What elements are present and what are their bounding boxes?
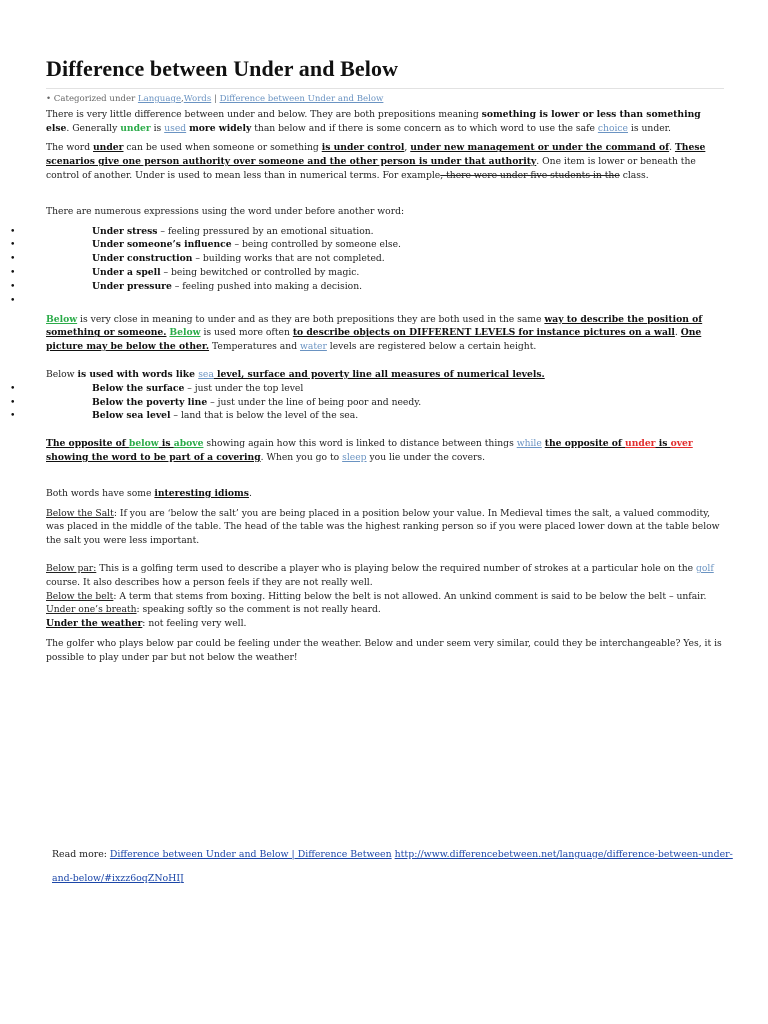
category-link-language[interactable]: Language (137, 94, 182, 104)
bold-underline: way to describe the position of something or someone. (46, 313, 703, 339)
bold-underline: under (93, 142, 124, 154)
text: you lie under the covers. (366, 452, 486, 464)
list-desc: – just under the top level (184, 382, 304, 394)
list-desc: – land that is below the level of the sea. (170, 410, 359, 422)
text: There is very little difference between under and below. They are both prepositions meaning (46, 108, 482, 120)
text: is used more often (200, 327, 293, 339)
list-item (46, 409, 724, 423)
idiom-under-the-weather (46, 617, 724, 631)
below-paragraph (46, 313, 724, 354)
link-choice[interactable]: choice (597, 122, 628, 134)
list-item (46, 252, 724, 266)
category-prefix: • Categorized under (46, 94, 138, 104)
bold-underline: is (158, 438, 174, 450)
list-desc: – being controlled by someone else. (231, 239, 401, 251)
list-desc: – feeling pressured by an emotional situation. (157, 225, 374, 237)
link-sea[interactable]: sea (198, 369, 214, 381)
highlight-under: under (625, 438, 656, 450)
text: Temperatures and (209, 341, 301, 353)
text: . (669, 142, 675, 154)
category-line (46, 93, 724, 106)
text: can be used when someone or something (123, 142, 322, 154)
bold-text: something is lower or less than something else (46, 108, 701, 134)
idiom-term: Below the Salt (46, 507, 114, 519)
bold-underline: to describe objects on DIFFERENT LEVELS for instance pictures on a wall (292, 327, 675, 339)
idiom-text: : speaking softly so the comment is not really heard. (136, 604, 381, 616)
idiom-text: : If you are ‘below the salt’ you are being placed in a position below your value. In Medieval times the salt, a valued commodity, was placed in the middle of the table. The head of the table was the highest ranking person so if you were placed lower down at the table below the salt you were less important. (46, 507, 720, 547)
text: The word (46, 142, 93, 154)
opposite-paragraph (46, 437, 724, 465)
text: , (404, 142, 411, 154)
intro-paragraph (46, 108, 724, 136)
expressions-intro: There are numerous expressions using the word under before another word: (46, 205, 405, 217)
under-paragraph (46, 141, 724, 182)
link-water[interactable]: water (300, 341, 327, 353)
link-used[interactable]: used (164, 122, 187, 134)
idiom-term: Below the belt (46, 590, 114, 602)
list-term: Below the surface (92, 382, 185, 394)
read-more-link[interactable]: Difference between Under and Below | Difference Between (109, 849, 392, 860)
list-term: Under someone’s influence (92, 239, 232, 251)
list-term: Below sea level (92, 410, 171, 422)
list-item (46, 382, 724, 396)
idiom-under-ones-breath (46, 603, 724, 617)
bold-underline: The opposite of (46, 438, 129, 450)
category-pipe: | (211, 94, 220, 104)
highlight-under: under (120, 122, 151, 134)
document-page (46, 52, 724, 671)
list-item (46, 396, 724, 410)
text: . (248, 487, 252, 499)
bold-underline: One picture may be below the other. (46, 327, 702, 353)
under-expressions-list (46, 225, 724, 307)
list-desc: – being bewitched or controlled by magic. (160, 267, 360, 279)
below-words-intro (46, 368, 724, 382)
text: than below and if there is some concern as to which word to use the safe (251, 122, 598, 134)
list-term: Under a spell (92, 267, 161, 279)
bold-underline: is (655, 438, 671, 450)
idiom-text: : A term that stems from boxing. Hitting below the belt is not allowed. An unkind comment is said to be below the belt – unfair. (113, 590, 707, 602)
text: Both words have some (46, 487, 155, 499)
category-comma: , (181, 94, 184, 104)
text: is very close in meaning to under and as they are both prepositions they are both used in the same (77, 313, 545, 325)
text: class. (619, 170, 649, 182)
list-term: Under stress (92, 225, 158, 237)
read-more-label: Read more: (52, 849, 110, 860)
read-more (52, 843, 742, 892)
link-sleep[interactable]: sleep (342, 452, 367, 464)
list-desc: – feeling pushed into making a decision. (171, 280, 363, 292)
highlight-over: over (670, 438, 693, 450)
text: is (150, 122, 165, 134)
breadcrumb-link[interactable]: Difference between Under and Below (219, 94, 384, 104)
bold-underline: level, surface and poverty line all measures of numerical levels. (213, 369, 545, 381)
strikethrough-text: , there were under five students in the (440, 170, 620, 182)
bold-text: more widely (189, 122, 252, 134)
text: . When you go to (260, 452, 343, 464)
idiom-text: course. It also describes how a person feels if they are not really well. (46, 576, 373, 588)
idiom-text: This is a golfing term used to describe a player who is playing below the required number of strokes at a particular hole on the (96, 563, 696, 575)
highlight-below: below (128, 438, 159, 450)
text: . Generally (66, 122, 121, 134)
page-title: Difference between Under and Below (46, 52, 724, 89)
list-desc: – just under the line of being poor and needy. (207, 396, 422, 408)
idiom-below-the-belt (46, 590, 724, 604)
text: levels are registered below a certain height. (326, 341, 537, 353)
idioms-intro (46, 487, 724, 501)
bold-underline: showing the word to be part of a covering (46, 452, 261, 464)
list-term: Under pressure (92, 280, 172, 292)
highlight-below: Below (46, 313, 78, 325)
bold-underline: under new management or under the command of (410, 142, 670, 154)
text: showing again how this word is linked to distance between things (203, 438, 517, 450)
bold-text: is used with words like (77, 369, 199, 381)
bold-underline: is under control (321, 142, 405, 154)
idiom-term: Under one’s breath (46, 604, 137, 616)
highlight-below: Below (169, 327, 201, 339)
idiom-below-par (46, 562, 724, 590)
idiom-text: : not feeling very well. (142, 618, 247, 630)
closing-paragraph: The golfer who plays below par could be feeling under the weather. Below and under seem very similar, could they be interchangeable? Yes, it is possible to play under par but not below the weather! (46, 638, 722, 663)
idiom-below-the-salt (46, 507, 724, 548)
text: . One item is lower or beneath the control of another. Under is used to mean less than in numerical terms. For example (46, 156, 696, 182)
list-item (46, 266, 724, 280)
bold-underline: the opposite of (544, 438, 626, 450)
list-item (46, 238, 724, 252)
list-item (46, 225, 724, 239)
idiom-term: Under the weather (46, 618, 143, 630)
list-term: Below the poverty line (92, 396, 208, 408)
idiom-term: Below par: (46, 563, 97, 575)
list-term: Under construction (92, 253, 193, 265)
text: . (674, 327, 681, 339)
list-desc: – building works that are not completed. (192, 253, 385, 265)
below-expressions-list (46, 382, 724, 423)
read-more-url[interactable]: http://www.differencebetween.net/language/difference-between-under-and-below/#ixzz6oqZNoHIJ (52, 849, 733, 885)
bold-underline: These scenarios give one person authority over someone and the other person is under that authority (46, 142, 706, 168)
empty-list-item (46, 294, 724, 307)
text: Below (46, 369, 78, 381)
category-link-words[interactable]: Words (183, 94, 212, 104)
link-while[interactable]: while (516, 438, 542, 450)
highlight-above: above (173, 438, 204, 450)
bold-underline: interesting idioms (154, 487, 249, 499)
list-item (46, 280, 724, 294)
link-golf[interactable]: golf (695, 563, 714, 575)
text: is under. (628, 122, 671, 134)
